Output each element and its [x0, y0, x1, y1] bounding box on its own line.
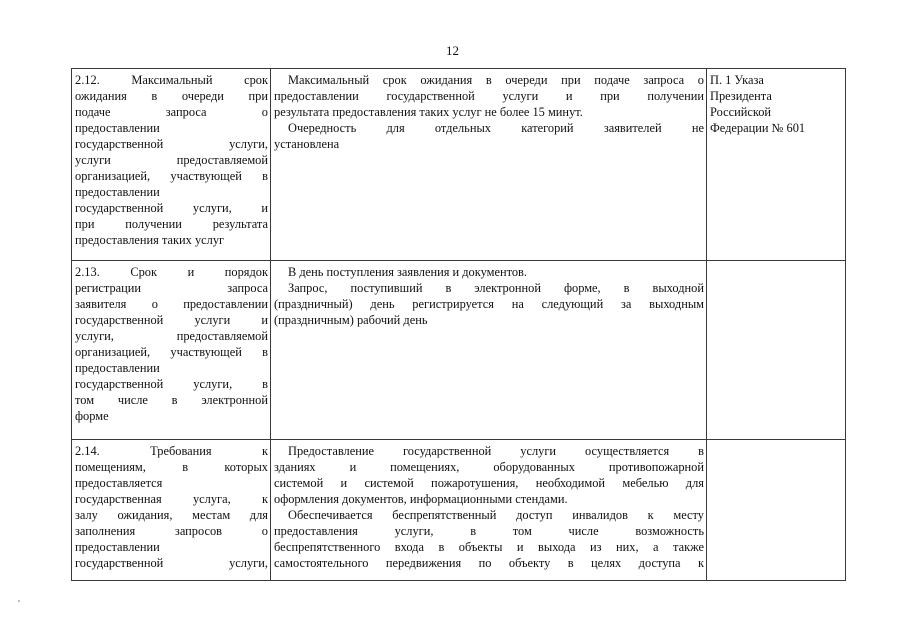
- text-line: 2.13. Срок и порядок: [75, 265, 268, 279]
- text-line: Федерации № 601: [710, 121, 806, 135]
- legal-basis-cell: [707, 69, 846, 261]
- text-line: государственной услуги,: [75, 556, 268, 570]
- requirement-name-cell: [72, 440, 271, 581]
- requirement-content-cell: [271, 261, 707, 440]
- text-line: заполнения запросов о: [75, 524, 268, 538]
- text-line: предоставлении: [75, 540, 160, 554]
- text-line: предоставлении: [75, 361, 160, 375]
- text-line: 2.12. Максимальный срок: [75, 73, 268, 87]
- text-line: 2.14. Требования к: [75, 444, 268, 458]
- text-line: государственной услуги и: [75, 313, 268, 327]
- text-line: подаче запроса о: [75, 105, 268, 119]
- text-line: организацией, участвующей в: [75, 345, 268, 359]
- legal-basis-cell: [707, 261, 846, 440]
- text-line: форме: [75, 409, 109, 423]
- text-line: предоставления услуги, в том числе возможность: [274, 524, 704, 538]
- text-line: Обеспечивается беспрепятственный доступ инвалидов к месту: [288, 508, 704, 522]
- text-line: заявителя о предоставлении: [75, 297, 268, 311]
- text-line: предоставлении государственной услуги и при получении: [274, 89, 704, 103]
- text-line: помещениям, в которых: [75, 460, 268, 474]
- requirement-name-cell: [72, 69, 271, 261]
- text-line: системой и системой пожаротушения, необходимой мебелью для: [274, 476, 704, 490]
- text-line: Максимальный срок ожидания в очереди при подаче запроса о: [288, 73, 704, 87]
- text-line: В день поступления заявления и документов.: [288, 265, 527, 279]
- text-line: результата предоставления таких услуг не более 15 минут.: [274, 105, 583, 119]
- text-line: самостоятельного передвижения по объекту в целях доступа к: [274, 556, 704, 570]
- page-number: 12: [446, 43, 459, 58]
- text-line: зданиях и помещениях, оборудованных противопожарной: [274, 460, 704, 474]
- text-line: установлена: [274, 137, 340, 151]
- text-line: ожидания в очереди при: [75, 89, 268, 103]
- text-line: Предоставление государственной услуги осуществляется в: [288, 444, 704, 458]
- text-line: предоставлении: [75, 185, 160, 199]
- text-line: беспрепятственного входа в объекты и выхода из них, а также: [274, 540, 704, 554]
- regulation-table: [71, 68, 846, 581]
- requirement-name-cell: [72, 261, 271, 440]
- text-line: при получении результата: [75, 217, 268, 231]
- text-line: государственной услуги,: [75, 137, 268, 151]
- legal-basis-cell: [707, 440, 846, 581]
- text-line: предоставлении: [75, 121, 160, 135]
- text-line: П. 1 Указа: [710, 73, 764, 87]
- text-line: оформления документов, информационными стендами.: [274, 492, 568, 506]
- table-row: [72, 440, 846, 581]
- requirement-content-cell: [271, 69, 707, 261]
- text-line: Очередность для отдельных категорий заявителей не: [288, 121, 704, 135]
- scan-speck: [18, 600, 20, 602]
- text-line: (праздничный) день регистрируется на следующий за выходным: [274, 297, 704, 311]
- text-line: предоставления таких услуг: [75, 233, 225, 247]
- text-line: государственная услуга, к: [75, 492, 268, 506]
- text-line: государственной услуги, в: [75, 377, 268, 391]
- text-line: залу ожидания, местам для: [75, 508, 268, 522]
- text-line: государственной услуги, и: [75, 201, 268, 215]
- text-line: (праздничным) рабочий день: [274, 313, 428, 327]
- text-line: услуги, предоставляемой: [75, 329, 268, 343]
- text-line: том числе в электронной: [75, 393, 268, 407]
- text-line: предоставляется: [75, 476, 163, 490]
- text-line: Российской: [710, 105, 772, 119]
- requirement-content-cell: [271, 440, 707, 581]
- text-line: Запрос, поступивший в электронной форме, в выходной: [288, 281, 704, 295]
- table-row: [72, 69, 846, 261]
- text-line: услуги предоставляемой: [75, 153, 268, 167]
- text-line: Президента: [710, 89, 772, 103]
- table-row: [72, 261, 846, 440]
- text-line: регистрации запроса: [75, 281, 268, 295]
- text-line: организацией, участвующей в: [75, 169, 268, 183]
